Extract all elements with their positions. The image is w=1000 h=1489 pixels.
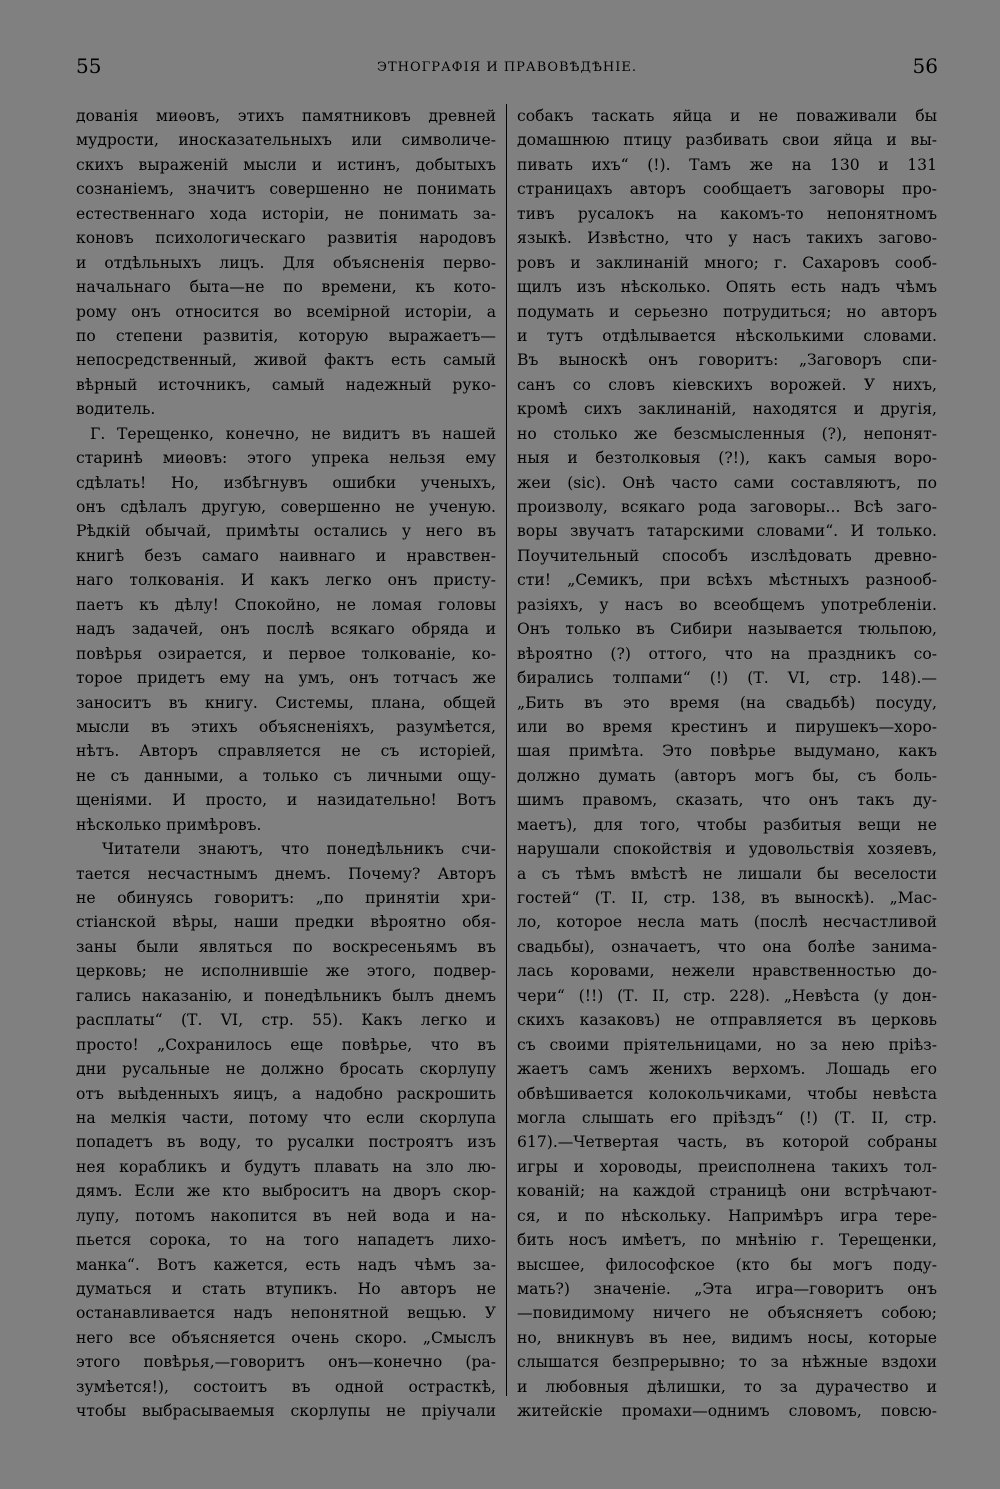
text-line: шимъ правомъ, сказать, что онъ такъ ду-: [517, 791, 937, 810]
text-line: ло, которое несла мать (послѣ несчастливой: [517, 913, 937, 932]
text-line: церковь; не исполнившіе же этого, подвер-: [76, 962, 496, 981]
text-line: щилъ изъ нѣсколько. Опять есть надъ чѣмъ: [517, 278, 937, 297]
text-line: не обинуясь говоритъ: „по принятіи хри-: [76, 889, 496, 907]
text-line: гались наказанію, и понедѣльникъ былъ днемъ: [76, 986, 496, 1005]
text-line: лась коровами, нежели нравственностью до-: [517, 962, 937, 981]
text-line: ровъ и заклинаній много; г. Сахаровъ сооб-: [517, 253, 937, 272]
text-line: или во время крестинъ и пирушекъ—хоро-: [517, 717, 937, 736]
text-line: слышатся безпрерывно; то за нѣжные вздохи: [517, 1353, 937, 1372]
text-line: маетъ), для того, чтобы разбитыя вещи не: [517, 815, 937, 834]
text-line: попадетъ въ воду, то русалки построятъ изъ: [76, 1133, 496, 1152]
text-line: домашнюю птицу разбивать свои яйца и вы-: [517, 131, 937, 150]
text-line: житейскіе промахи—однимъ словомъ, повсю-: [517, 1402, 937, 1421]
text-line: мысли въ этихъ объясненіяхъ, разумѣется,: [76, 717, 496, 736]
text-line: стіанской вѣры, наши предки вѣроятно обя-: [76, 913, 496, 932]
text-line: Въ выноскѣ онъ говоритъ: „Заговоръ спи-: [517, 351, 937, 370]
text-line: нея корабликъ и будутъ плавать на зло лю-: [76, 1157, 496, 1176]
column-divider: [506, 104, 507, 1396]
text-line: лупу, потомъ накопится въ ней вода и на-: [76, 1206, 496, 1225]
text-line: Рѣдкій обычай, примѣты остались у него въ: [76, 522, 496, 541]
text-line: языкѣ. Извѣстно, что у насъ такихъ загово-: [517, 229, 937, 248]
text-line: наго толкованія. И какъ легко онъ присту-: [76, 571, 496, 590]
text-line: торое придетъ ему на умъ, онъ тотчасъ же: [76, 669, 496, 688]
text-line: бирались толпами“ (!) (Т. VI, стр. 148).—: [517, 669, 937, 688]
text-line: но, вникнувъ въ нее, видимъ носы, которые: [517, 1328, 937, 1347]
text-line: сдѣлать! Но, избѣгнувъ ошибки ученыхъ,: [76, 473, 496, 492]
text-line: повѣрья озирается, и первое толкованіе, ко-: [76, 644, 496, 663]
text-line: разіяхъ, у насъ во всеобщемъ употребленіи.: [517, 595, 937, 614]
text-line: думаться и стать втупикъ. Но авторъ не: [76, 1280, 496, 1298]
text-line: жеи (sic). Онѣ часто сами составляютъ, по: [517, 473, 937, 492]
text-line: заноситъ въ книгу. Системы, плана, общей: [76, 693, 496, 712]
text-line: по степени развитія, которую выражаетъ—: [76, 326, 496, 345]
text-line: Поучительный способъ изслѣдовать древно-: [517, 546, 937, 565]
text-line: нѣтъ. Авторъ справляется не съ исторіей,: [76, 742, 496, 761]
text-line: нарушали спокойствія и удовольствія хозяевъ,: [517, 840, 937, 859]
text-line: надъ задачей, онъ послѣ всякаго обряда и: [76, 620, 496, 639]
text-line: на мелкія части, потому что если скорлупа: [76, 1108, 496, 1127]
text-line: сти! „Семикъ, при всѣхъ мѣстныхъ разнооб-: [517, 571, 937, 590]
text-line: страницахъ авторъ сообщаетъ заговоры про-: [517, 180, 937, 199]
text-line: вѣроятно (?) оттого, что на праздникъ со-: [517, 644, 937, 663]
text-line: высшее, философское (кто бы могъ поду-: [517, 1255, 937, 1274]
text-line: зумѣется!), состоитъ въ одной остраcткѣ,: [76, 1377, 496, 1396]
text-line: и отдѣльныхъ лицъ. Для объясненія перво-: [76, 253, 496, 272]
text-line: просто! „Сохранилось еще повѣрье, что въ: [76, 1035, 496, 1054]
text-line: —повидимому ничего не объясняетъ собою;: [517, 1304, 937, 1323]
text-line: но столько же безсмысленныя (?), непонят-: [517, 424, 937, 443]
text-line: паетъ къ дѣлу! Спокойно, не ломая головы: [76, 595, 496, 614]
text-line: непосредственный, живой фактъ есть самый: [76, 351, 496, 370]
text-line: вѣрный источникъ, самый надежный руко-: [76, 375, 496, 394]
text-line: отъ выѣденныхъ яицъ, а надобно раскрошить: [76, 1084, 496, 1103]
text-line: водитель.: [76, 400, 156, 419]
text-line: гостей“ (Т. II, стр. 138, въ выноскѣ). „Мас-: [517, 889, 937, 907]
text-line: рому онъ относится во всемірной исторіи, а: [76, 302, 496, 321]
text-line: естественнаго хода исторіи, не понимать за-: [76, 204, 496, 223]
text-line: не съ данными, а только съ личными ощу-: [76, 766, 496, 785]
page-number-left: 55: [76, 54, 102, 78]
text-line: „Бить въ это время (на свадьбѣ) посуду,: [517, 693, 937, 712]
text-line: а съ тѣмъ вмѣстѣ не лишали бы веселости: [517, 864, 937, 883]
text-line: шая примѣта. Это повѣрье выдумано, какъ: [517, 742, 937, 761]
text-line: бить носъ имѣетъ, по мнѣнію г. Терещенки,: [517, 1231, 937, 1250]
text-line: произволу, всякаго рода заговоры... Всѣ заго-: [517, 498, 937, 516]
text-line: него все объясняется очень скоро. „Смыслъ: [76, 1328, 496, 1347]
text-line: подумать и серьезно потрудиться; но авторъ: [517, 302, 937, 321]
text-line: коновъ психологическаго развитія народовъ: [76, 229, 496, 248]
text-line: начальнаго быта—не по времени, къ кото-: [76, 278, 496, 297]
text-line: воры звучатъ татарскими словами“. И только.: [517, 522, 937, 541]
text-line: тивъ русалокъ на какомъ-то непонятномъ: [517, 204, 937, 223]
text-line: и тутъ отдѣлывается нѣсколькими словами.: [517, 326, 937, 345]
page-header: [76, 54, 938, 84]
text-line: Г. Терещенко, конечно, не видитъ въ нашей: [90, 424, 496, 443]
text-line: заны были являться по воскресеньямъ въ: [76, 937, 496, 956]
text-line: дямъ. Если же кто выброситъ на дворъ скор-: [76, 1182, 496, 1201]
text-line: нѣсколько примѣровъ.: [76, 815, 262, 834]
text-line: могла слышать его пріѣздъ“ (!) (Т. II, стр.: [517, 1108, 937, 1127]
text-line: ныя и безтолковыя (?!), какъ самыя воро-: [517, 449, 937, 468]
text-line: дованія миѳовъ, этихъ памятниковъ древней: [76, 107, 496, 125]
text-line: скихъ выраженій мысли и истинъ, добытыхъ: [76, 155, 496, 174]
text-line: съ своими пріятельницами, но за нею пріѣз-: [517, 1035, 937, 1054]
right-column: [517, 104, 937, 1424]
text-line: щеніями. И просто, и назидательно! Вотъ: [76, 791, 496, 810]
text-line: жаетъ самъ женихъ верхомъ. Лошадь его: [517, 1060, 937, 1079]
text-line: сознаніемъ, значитъ совершенно не понимать: [76, 180, 496, 199]
text-line: тается несчастнымъ днемъ. Почему? Авторъ: [76, 864, 496, 883]
left-column: [76, 104, 496, 1424]
text-line: санъ со словъ кіевскихъ ворожей. У нихъ,: [517, 375, 937, 394]
text-line: дни русальные не должно бросать скорлупу: [76, 1060, 496, 1079]
text-line: пивать ихъ“ (!). Тамъ же на 130 и 131: [517, 155, 937, 174]
text-line: обвѣшивается колокольчиками, чтобы невѣста: [517, 1084, 937, 1103]
text-line: скихъ казаковъ) не отправляется въ церковь: [517, 1011, 937, 1030]
text-line: ся, и по нѣскольку. Напримѣръ игра тере-: [517, 1206, 937, 1225]
running-title: ЭТНОГРАФІЯ И ПРАВОВѢДѢНІЕ.: [377, 60, 637, 75]
text-line: мать?) значеніе. „Эта игра—говоритъ онъ: [517, 1280, 937, 1298]
page-number-right: 56: [912, 54, 938, 78]
text-line: 617).—Четвертая часть, въ которой собраны: [517, 1133, 937, 1152]
text-line: этого повѣрья,—говоритъ онъ—конечно (ра-: [76, 1353, 496, 1372]
text-line: должно думать (авторъ могъ бы, съ боль-: [517, 766, 937, 785]
text-line: чери“ (!!) (Т. II, стр. 228). „Невѣста (у дон-: [517, 986, 937, 1005]
text-line: расплаты“ (Т. VI, стр. 55). Какъ легко и: [76, 1011, 496, 1030]
text-line: свадьбы), означаетъ, что она болѣе занима-: [517, 937, 937, 956]
text-line: манка“. Вотъ кажется, есть надъ чѣмъ за-: [76, 1255, 496, 1274]
text-line: чтобы выбрасываемыя скорлупы не пріучали: [76, 1402, 496, 1421]
text-line: книгѣ безъ самаго наивнаго и нравствен-: [76, 546, 496, 565]
text-line: мудрости, иносказательныхъ или символиче-: [76, 131, 496, 150]
text-line: игры и хороводы, преисполнена такихъ тол-: [517, 1157, 937, 1176]
text-line: онъ сдѣлалъ другую, совершенно не ученую.: [76, 498, 496, 516]
text-line: Онъ только въ Сибири называется тюльпою,: [517, 620, 937, 639]
text-line: старинѣ миѳовъ: этого упрека нельзя ему: [76, 449, 496, 468]
text-line: кованій; на каждой страницѣ они встрѣчают-: [517, 1182, 937, 1201]
text-line: пьется сорока, то на того нападетъ лихо-: [76, 1231, 496, 1250]
text-line: Читатели знаютъ, что понедѣльникъ счи-: [102, 840, 496, 859]
text-line: собакъ таскать яйца и не поваживали бы: [517, 107, 937, 125]
text-line: останавливается надъ непонятной вещью. У: [76, 1304, 496, 1323]
text-line: кромѣ сихъ заклинаній, находятся и другія,: [517, 400, 937, 419]
text-line: и любовныя дѣлишки, то за дурачество и: [517, 1377, 937, 1396]
